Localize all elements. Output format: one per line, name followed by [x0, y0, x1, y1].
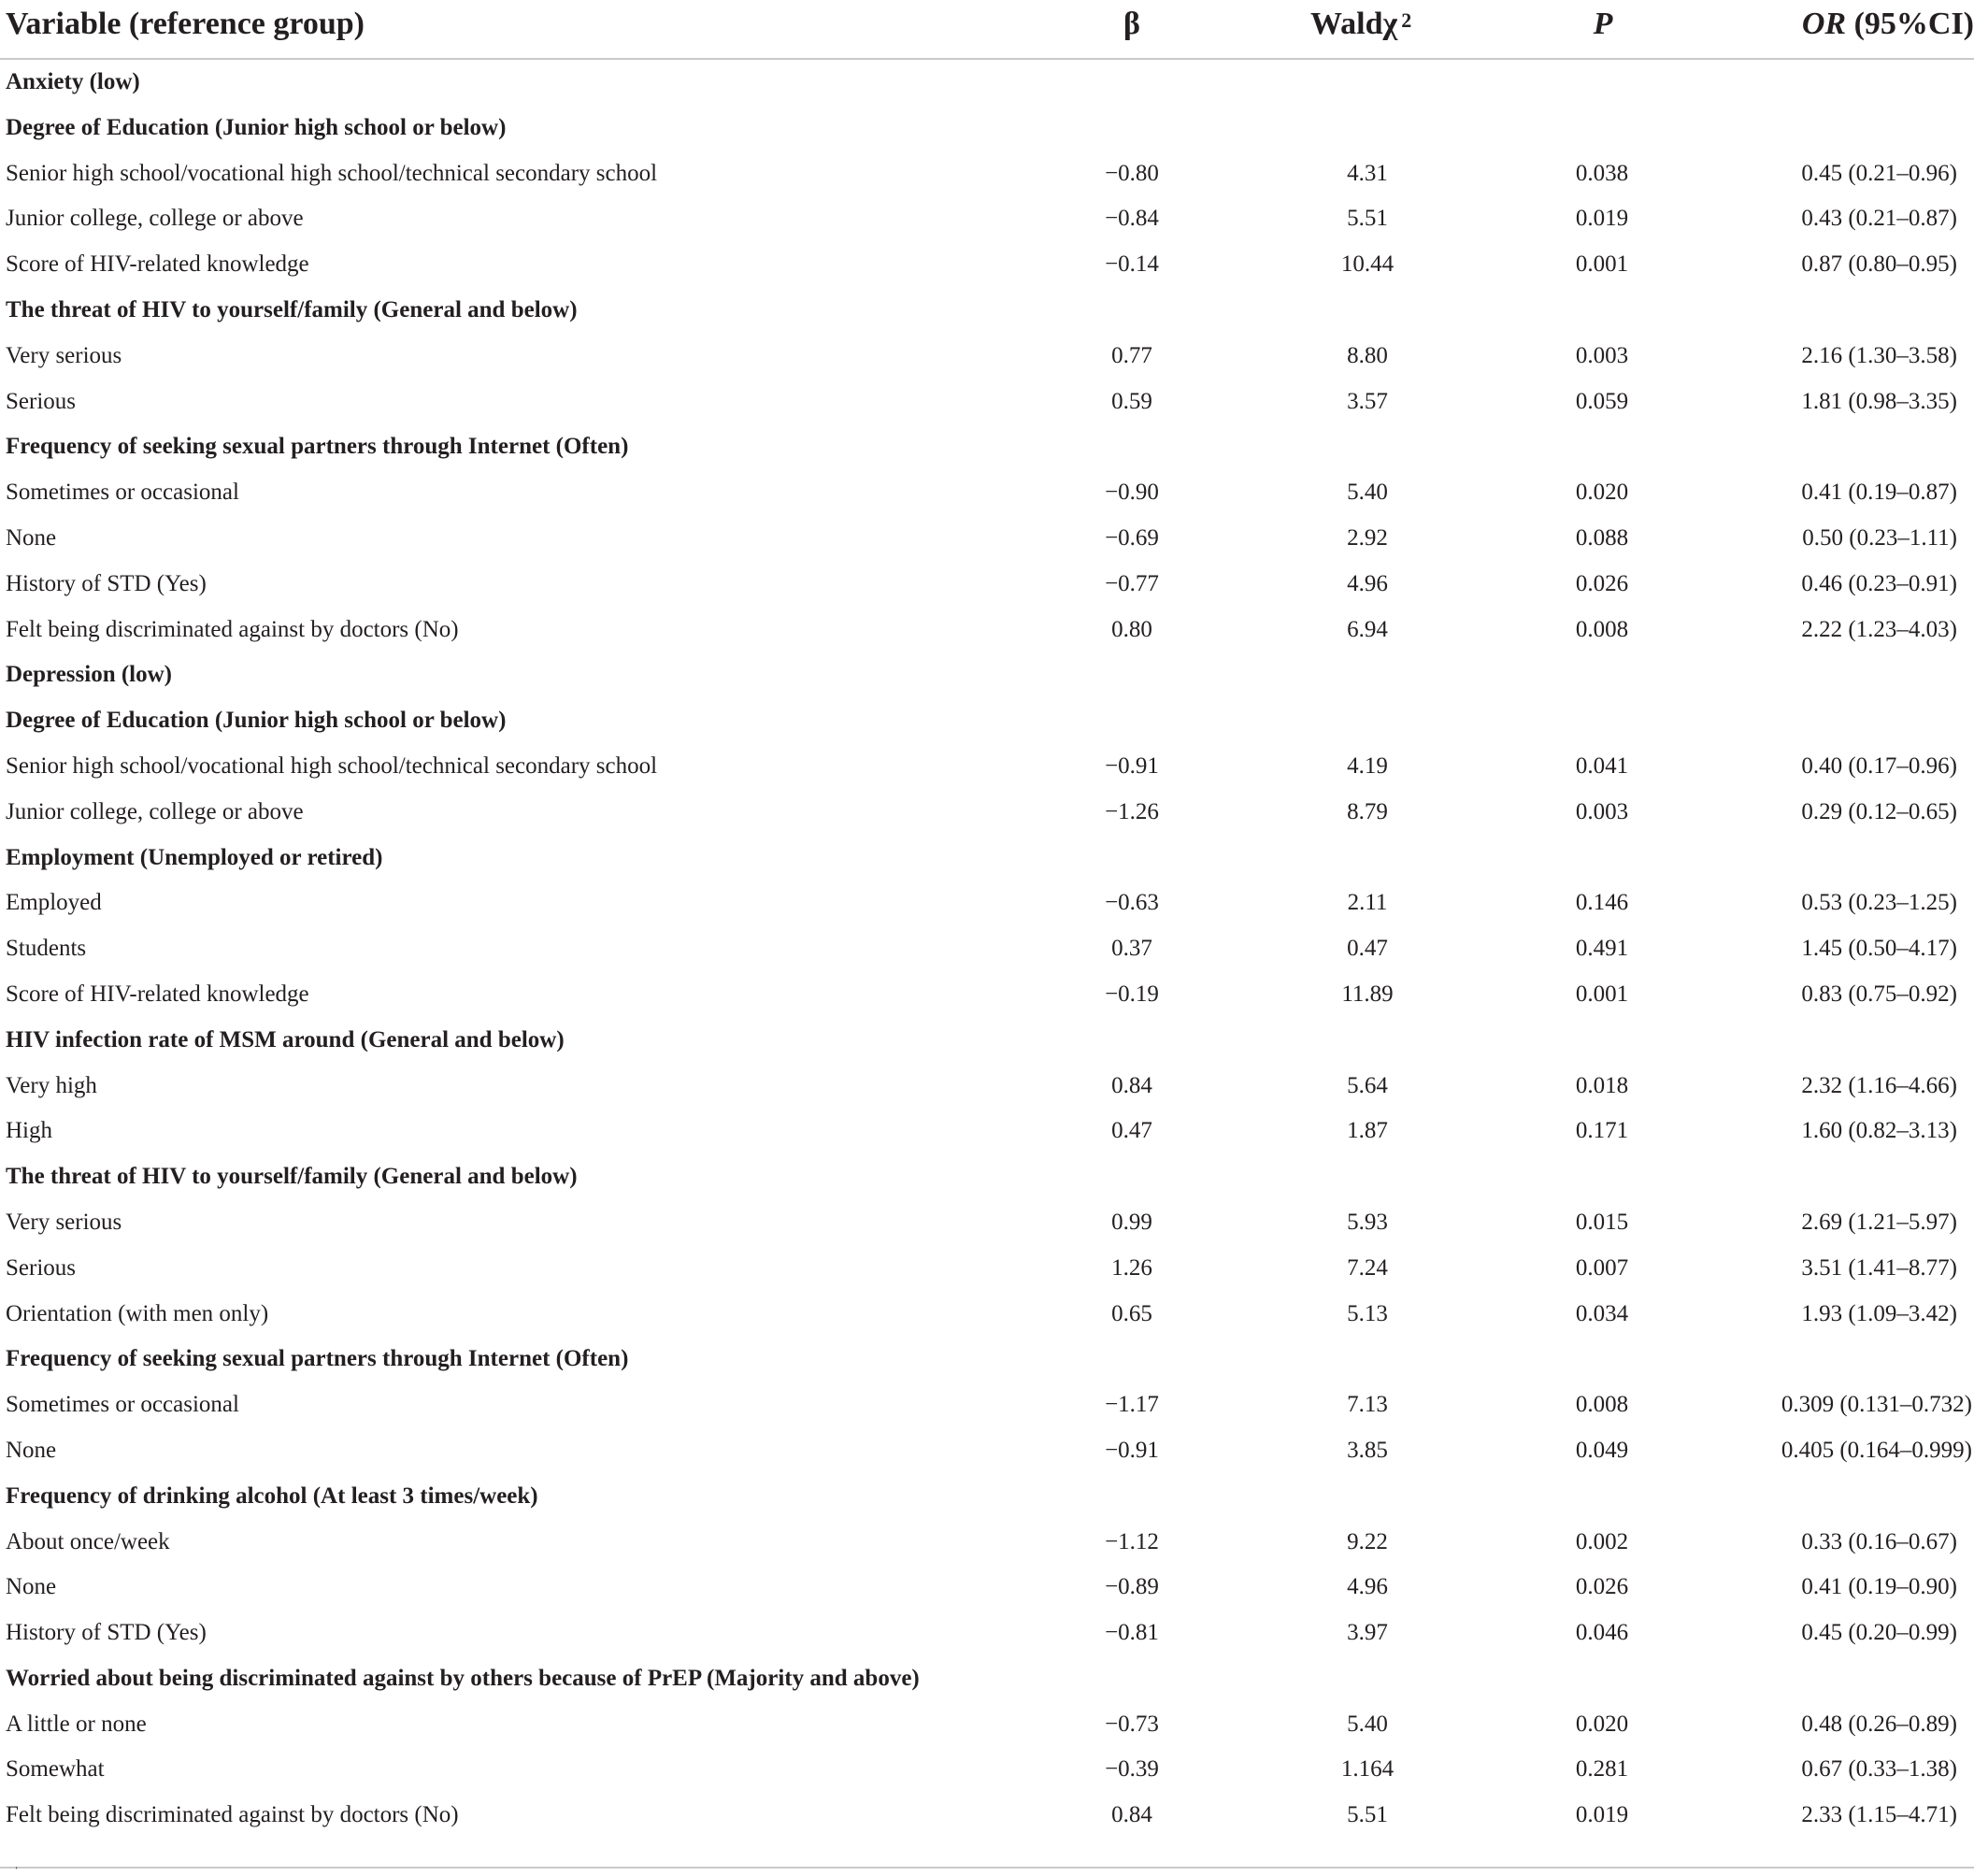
row-wald: 1.87 [1347, 1118, 1388, 1144]
row-p-value: 0.059 [1575, 388, 1629, 414]
row-odds-ratio: 2.69 (1.21–5.97) [1801, 1209, 1957, 1235]
row-odds-ratio: 0.405 (0.164–0.999) [1781, 1437, 1972, 1463]
row-variable: Students [6, 936, 87, 962]
row-variable: Score of HIV-related knowledge [6, 981, 309, 1007]
table-row [0, 744, 1974, 790]
row-odds-ratio: 0.40 (0.17–0.96) [1801, 752, 1957, 779]
row-beta: −0.73 [1105, 1711, 1159, 1737]
row-odds-ratio: 0.48 (0.26–0.89) [1801, 1711, 1957, 1737]
header-variable: Variable (reference group) [6, 7, 365, 41]
row-variable: History of STD (Yes) [6, 1620, 207, 1646]
row-wald: 6.94 [1347, 616, 1388, 642]
row-p-value: 0.088 [1575, 524, 1629, 551]
group-heading-row [0, 652, 1974, 698]
row-variable: Junior college, college or above [6, 206, 304, 232]
table-row [0, 379, 1974, 425]
header-or-ci: (95%CI) [1846, 7, 1974, 41]
row-beta: 0.99 [1111, 1209, 1152, 1235]
row-odds-ratio: 0.41 (0.19–0.87) [1801, 480, 1957, 506]
row-wald: 4.96 [1347, 570, 1388, 596]
row-variable: Orientation (with men only) [6, 1300, 269, 1326]
row-beta: −0.91 [1105, 752, 1159, 779]
row-wald: 5.13 [1347, 1300, 1388, 1326]
group-heading-row [0, 424, 1974, 470]
row-variable: Somewhat [6, 1756, 105, 1783]
row-odds-ratio: 2.16 (1.30–3.58) [1801, 342, 1957, 368]
row-wald: 8.79 [1347, 798, 1388, 824]
table-row [0, 242, 1974, 288]
group-heading-row [0, 60, 1974, 106]
header-beta: β [1123, 7, 1140, 41]
row-odds-ratio: 2.33 (1.15–4.71) [1801, 1802, 1957, 1828]
row-p-value: 0.038 [1575, 160, 1629, 186]
row-p-value: 0.034 [1575, 1300, 1629, 1326]
row-beta: 0.59 [1111, 388, 1152, 414]
row-wald: 7.24 [1347, 1254, 1388, 1281]
row-odds-ratio: 0.67 (0.33–1.38) [1801, 1756, 1957, 1783]
row-beta: −0.19 [1105, 981, 1159, 1007]
header-or-italic: OR [1801, 7, 1847, 41]
row-odds-ratio: 0.53 (0.23–1.25) [1801, 890, 1957, 916]
row-odds-ratio: 1.45 (0.50–4.17) [1801, 936, 1957, 962]
row-wald: 5.40 [1347, 480, 1388, 506]
row-p-value: 0.003 [1575, 798, 1629, 824]
group-heading-row [0, 836, 1974, 881]
row-odds-ratio: 0.50 (0.23–1.11) [1802, 524, 1957, 551]
row-beta: −0.14 [1105, 251, 1159, 278]
row-beta: −0.89 [1105, 1574, 1159, 1600]
row-variable: Felt being discriminated against by doctors (No) [6, 616, 459, 642]
row-variable: None [6, 1574, 57, 1600]
row-wald: 5.51 [1347, 206, 1388, 232]
table-row [0, 1428, 1974, 1474]
header-wald [1310, 4, 1423, 45]
row-beta: −0.90 [1105, 480, 1159, 506]
row-variable: HIV infection rate of MSM around (General and below) [6, 1026, 565, 1053]
row-p-value: 0.146 [1575, 890, 1629, 916]
row-odds-ratio: 1.93 (1.09–3.42) [1801, 1300, 1957, 1326]
row-odds-ratio: 0.87 (0.80–0.95) [1801, 251, 1957, 278]
row-beta: 1.26 [1111, 1254, 1152, 1281]
row-variable: Frequency of seeking sexual partners through Internet (Often) [6, 1346, 629, 1372]
bottom-rule [0, 1867, 1974, 1869]
row-odds-ratio: 2.32 (1.16–4.66) [1801, 1072, 1957, 1098]
table-row [0, 1064, 1974, 1110]
row-odds-ratio: 0.33 (0.16–0.67) [1801, 1528, 1957, 1554]
row-p-value: 0.026 [1575, 1574, 1629, 1600]
row-beta: −0.69 [1105, 524, 1159, 551]
row-p-value: 0.015 [1575, 1209, 1629, 1235]
row-variable: Very high [6, 1072, 97, 1098]
row-wald: 4.31 [1347, 160, 1388, 186]
table-row [0, 1246, 1974, 1292]
table-row [0, 1292, 1974, 1338]
table-row [0, 1747, 1974, 1793]
row-p-value: 0.049 [1575, 1437, 1629, 1463]
row-wald: 7.13 [1347, 1392, 1388, 1418]
table-row [0, 470, 1974, 516]
group-heading-row [0, 1154, 1974, 1200]
row-wald: 1.164 [1340, 1756, 1395, 1783]
row-variable: History of STD (Yes) [6, 570, 207, 596]
row-variable: Senior high school/vocational high school/technical secondary school [6, 752, 658, 779]
row-variable: Depression (low) [6, 662, 173, 688]
row-wald: 2.11 [1347, 890, 1388, 916]
table-row [0, 562, 1974, 608]
row-variable: Serious [6, 388, 76, 414]
row-odds-ratio: 0.43 (0.21–0.87) [1801, 206, 1957, 232]
row-odds-ratio: 0.41 (0.19–0.90) [1801, 1574, 1957, 1600]
footnote-mark: ʻ [15, 1866, 19, 1876]
row-variable: Very serious [6, 342, 122, 368]
row-beta: −0.77 [1105, 570, 1159, 596]
group-heading-row [0, 1656, 1974, 1702]
row-p-value: 0.008 [1575, 1392, 1629, 1418]
row-beta: 0.80 [1111, 616, 1152, 642]
row-variable: None [6, 524, 57, 551]
table-row [0, 1565, 1974, 1611]
row-odds-ratio: 3.51 (1.41–8.77) [1801, 1254, 1957, 1281]
row-wald: 11.89 [1341, 981, 1394, 1007]
table-body [0, 60, 1974, 1839]
row-variable: Serious [6, 1254, 76, 1281]
row-variable: Sometimes or occasional [6, 1392, 239, 1418]
row-wald: 5.40 [1347, 1711, 1388, 1737]
row-wald: 10.44 [1340, 251, 1395, 278]
table-row [0, 1200, 1974, 1246]
table-row [0, 1520, 1974, 1566]
group-heading-row [0, 698, 1974, 744]
row-p-value: 0.001 [1575, 251, 1629, 278]
row-p-value: 0.026 [1575, 570, 1629, 596]
row-wald: 5.93 [1347, 1209, 1388, 1235]
row-beta: −0.80 [1105, 160, 1159, 186]
row-odds-ratio: 2.22 (1.23–4.03) [1801, 616, 1957, 642]
row-wald: 4.19 [1347, 752, 1388, 779]
row-variable: None [6, 1437, 57, 1463]
row-variable: Senior high school/vocational high school/technical secondary school [6, 160, 658, 186]
row-p-value: 0.020 [1575, 1711, 1629, 1737]
group-heading-row [0, 1337, 1974, 1382]
row-odds-ratio: 0.29 (0.12–0.65) [1801, 798, 1957, 824]
row-beta: −1.17 [1105, 1392, 1159, 1418]
row-p-value: 0.020 [1575, 480, 1629, 506]
row-variable: Worried about being discriminated against by others because of PrEP (Majority and above) [6, 1665, 920, 1691]
table-row [0, 196, 1974, 242]
header-or [1802, 4, 1974, 45]
row-variable: A little or none [6, 1711, 147, 1737]
row-beta: 0.65 [1111, 1300, 1152, 1326]
row-p-value: 0.491 [1575, 936, 1629, 962]
table-row [0, 1702, 1974, 1748]
row-variable: Degree of Education (Junior high school or below) [6, 708, 507, 734]
table-row [0, 516, 1974, 562]
row-beta: 0.47 [1111, 1118, 1152, 1144]
row-p-value: 0.002 [1575, 1528, 1629, 1554]
row-odds-ratio: 0.46 (0.23–0.91) [1801, 570, 1957, 596]
group-heading-row [0, 288, 1974, 334]
row-wald: 0.47 [1347, 936, 1388, 962]
table-row [0, 334, 1974, 379]
row-wald: 2.92 [1347, 524, 1388, 551]
row-variable: The threat of HIV to yourself/family (General and below) [6, 296, 578, 322]
table-row [0, 926, 1974, 972]
row-p-value: 0.281 [1575, 1756, 1629, 1783]
row-p-value: 0.018 [1575, 1072, 1629, 1098]
row-variable: High [6, 1118, 52, 1144]
row-odds-ratio: 0.83 (0.75–0.92) [1801, 981, 1957, 1007]
row-beta: −1.12 [1105, 1528, 1159, 1554]
row-wald: 5.51 [1347, 1802, 1388, 1828]
table-row [0, 972, 1974, 1018]
row-variable: The threat of HIV to yourself/family (General and below) [6, 1164, 578, 1190]
header-p: P [1593, 7, 1613, 41]
table-row [0, 881, 1974, 926]
row-odds-ratio: 1.60 (0.82–3.13) [1801, 1118, 1957, 1144]
row-variable: Employment (Unemployed or retired) [6, 844, 383, 870]
row-p-value: 0.008 [1575, 616, 1629, 642]
table-row [0, 1109, 1974, 1154]
row-beta: −1.26 [1105, 798, 1159, 824]
row-variable: Sometimes or occasional [6, 480, 239, 506]
table-header [0, 0, 1974, 60]
row-odds-ratio: 0.45 (0.21–0.96) [1801, 160, 1957, 186]
row-p-value: 0.019 [1575, 1802, 1629, 1828]
row-odds-ratio: 0.45 (0.20–0.99) [1801, 1620, 1957, 1646]
header-wald-label: Waldχ [1310, 7, 1398, 41]
row-variable: Employed [6, 890, 102, 916]
header-wald-superscript: 2 [1401, 8, 1412, 32]
row-p-value: 0.019 [1575, 206, 1629, 232]
table-row [0, 1611, 1974, 1656]
row-wald: 3.57 [1347, 388, 1388, 414]
row-beta: −0.39 [1105, 1756, 1159, 1783]
row-beta: −0.91 [1105, 1437, 1159, 1463]
row-beta: −0.81 [1105, 1620, 1159, 1646]
table-row [0, 790, 1974, 836]
row-variable: Frequency of seeking sexual partners through Internet (Often) [6, 434, 629, 460]
row-beta: −0.63 [1105, 890, 1159, 916]
row-wald: 5.64 [1347, 1072, 1388, 1098]
row-wald: 4.96 [1347, 1574, 1388, 1600]
row-p-value: 0.046 [1575, 1620, 1629, 1646]
group-heading-row [0, 1018, 1974, 1064]
row-odds-ratio: 0.309 (0.131–0.732) [1781, 1392, 1972, 1418]
row-variable: Score of HIV-related knowledge [6, 251, 309, 278]
table-row [0, 608, 1974, 653]
row-p-value: 0.001 [1575, 981, 1629, 1007]
row-wald: 3.85 [1347, 1437, 1388, 1463]
row-beta: 0.84 [1111, 1072, 1152, 1098]
row-beta: 0.37 [1111, 936, 1152, 962]
row-variable: Felt being discriminated against by doctors (No) [6, 1802, 459, 1828]
row-wald: 9.22 [1347, 1528, 1388, 1554]
row-variable: Very serious [6, 1209, 122, 1235]
row-variable: Frequency of drinking alcohol (At least 3 times/week) [6, 1482, 538, 1509]
row-variable: Degree of Education (Junior high school or below) [6, 114, 507, 140]
row-beta: −0.84 [1105, 206, 1159, 232]
row-wald: 8.80 [1347, 342, 1388, 368]
row-p-value: 0.041 [1575, 752, 1629, 779]
table-row [0, 1382, 1974, 1428]
row-wald: 3.97 [1347, 1620, 1388, 1646]
row-p-value: 0.003 [1575, 342, 1629, 368]
table-row [0, 151, 1974, 197]
row-variable: About once/week [6, 1528, 170, 1554]
row-beta: 0.84 [1111, 1802, 1152, 1828]
row-beta: 0.77 [1111, 342, 1152, 368]
table-row [0, 1793, 1974, 1839]
group-heading-row [0, 1474, 1974, 1520]
row-variable: Junior college, college or above [6, 798, 304, 824]
row-variable: Anxiety (low) [6, 69, 140, 94]
group-heading-row [0, 106, 1974, 151]
row-p-value: 0.171 [1575, 1118, 1629, 1144]
row-odds-ratio: 1.81 (0.98–3.35) [1801, 388, 1957, 414]
row-p-value: 0.007 [1575, 1254, 1629, 1281]
